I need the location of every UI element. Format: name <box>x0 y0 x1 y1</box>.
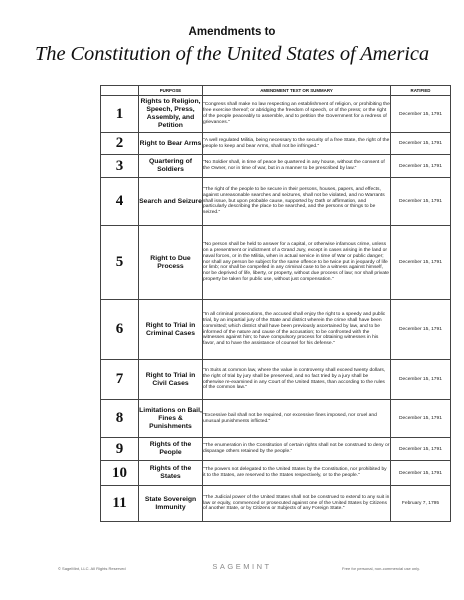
amendment-ratified: December 15, 1791 <box>391 226 451 300</box>
table-row <box>101 96 451 133</box>
header-ratified: RATIFIED <box>391 86 451 96</box>
amendment-number: 10 <box>101 461 139 486</box>
table-row <box>101 360 451 400</box>
amendment-summary: "In Suits at common law, where the value in controversy shall exceed twenty dollars, the right of trial by jury shall be preserved, and no fact tried by a jury shall be otherwise re-examined in any Court of the United States, than according to the rules of the common law." <box>203 360 391 400</box>
amendment-summary: "No Soldier shall, in time of peace be quartered in any house, without the consent of the Owner, nor in time of war, but in a manner to be prescribed by law." <box>203 155 391 178</box>
amendment-summary: "In all criminal prosecutions, the accused shall enjoy the right to a speedy and public trial, by an impartial jury of the State and district wherein the crime shall have been committed; which district shall have been previously ascertained by law, and to be informed of the nature and cause of the accusation; to be confronted with the witnesses against him; to have compulsory process for obtaining witnesses in his favor, and to have the assistance of counsel for his defense." <box>203 300 391 360</box>
table-row <box>101 133 451 155</box>
header-summary: AMENDMENT TEXT OR SUMMARY <box>203 86 391 96</box>
amendment-number: 8 <box>101 400 139 438</box>
amendment-summary: "A well regulated Militia, being necessary to the security of a free State, the right of the people to keep and bear Arms, shall not be infringed." <box>203 133 391 155</box>
amendment-number: 1 <box>101 96 139 133</box>
amendment-ratified: December 15, 1791 <box>391 178 451 226</box>
amendment-summary: "Congress shall make no law respecting an establishment of religion, or prohibiting the free exercise thereof; or abridging the freedom of speech, or of the press; or the right of the people peaceably to assemble, and to petition the Government for a redress of grievances." <box>203 96 391 133</box>
amendment-summary: "The right of the people to be secure in their persons, houses, papers, and effects, against unreasonable searches and seizures, shall not be violated, and no Warrants shall issue, but upon probable cause, supported by Oath or affirmation, and particularly describing the place to be searched, and the persons or things to be seized." <box>203 178 391 226</box>
table-row <box>101 178 451 226</box>
table-row <box>101 300 451 360</box>
amendment-ratified: December 15, 1791 <box>391 400 451 438</box>
amendment-ratified: December 15, 1791 <box>391 155 451 178</box>
amendment-purpose: Right to Due Process <box>139 226 203 300</box>
amendment-summary: "Excessive bail shall not be required, nor excessive fines imposed, nor cruel and unusual punishments inflicted." <box>203 400 391 438</box>
table-row <box>101 438 451 461</box>
amendment-purpose: Limitations on Bail, Fines & Punishments <box>139 400 203 438</box>
amendment-number: 11 <box>101 486 139 522</box>
amendment-ratified: December 15, 1791 <box>391 300 451 360</box>
amendment-purpose: Right to Bear Arms <box>139 133 203 155</box>
table-row <box>101 486 451 522</box>
table-row <box>101 461 451 486</box>
amendment-number: 9 <box>101 438 139 461</box>
amendment-purpose: Quartering of Soldiers <box>139 155 203 178</box>
amendment-purpose: Rights of the People <box>139 438 203 461</box>
table-row <box>101 155 451 178</box>
amendment-purpose: Rights of the States <box>139 461 203 486</box>
amendments-table <box>100 85 451 522</box>
amendment-number: 4 <box>101 178 139 226</box>
amendment-number: 7 <box>101 360 139 400</box>
amendment-purpose: Search and Seizure <box>139 178 203 226</box>
table-row <box>101 226 451 300</box>
amendment-ratified: December 15, 1791 <box>391 133 451 155</box>
page-supertitle: Amendments to <box>188 26 276 38</box>
amendment-purpose: Right to Trial in Criminal Cases <box>139 300 203 360</box>
table-header-row <box>101 86 451 96</box>
amendment-purpose: Rights to Religion, Speech, Press, Assembly, and Petition <box>139 96 203 133</box>
amendment-number: 2 <box>101 133 139 155</box>
amendment-summary: "No person shall be held to answer for a capital, or otherwise infamous crime, unless on a presentment or indictment of a Grand Jury, except in cases arising in the land or naval forces, or in the Militia, when in actual service in time of War or public danger; nor shall any person be subject for the same offence to be twice put in jeopardy of life or limb; nor shall be compelled in any criminal case to be a witness against himself, nor be deprived of life, liberty, or property, without due process of law; nor shall private property be taken for public use, without just compensation." <box>203 226 391 300</box>
footer-usage-note: Free for personal, non-commercial use only. <box>342 566 420 571</box>
amendment-purpose: State Sovereign Immunity <box>139 486 203 522</box>
amendment-number: 6 <box>101 300 139 360</box>
amendment-purpose: Right to Trial in Civil Cases <box>139 360 203 400</box>
footer-brand-logo: SAGEMINT <box>212 562 272 571</box>
amendment-summary: "The powers not delegated to the United States by the Constitution, nor prohibited by it to the States, are reserved to the States respectively, or to the people." <box>203 461 391 486</box>
amendment-number: 3 <box>101 155 139 178</box>
page-title: The Constitution of the United States of America <box>35 43 429 65</box>
amendment-ratified: December 15, 1791 <box>391 461 451 486</box>
footer-copyright: © SageMint, LLC. All Rights Reserved <box>58 566 126 571</box>
amendment-ratified: December 15, 1791 <box>391 360 451 400</box>
table-row <box>101 400 451 438</box>
amendment-ratified: December 15, 1791 <box>391 96 451 133</box>
amendment-number: 5 <box>101 226 139 300</box>
amendment-summary: "The enumeration in the Constitution of certain rights shall not be construed to deny or disparage others retained by the people." <box>203 438 391 461</box>
header-number <box>101 86 139 96</box>
amendment-summary: "The Judicial power of the United States shall not be construed to extend to any suit in law or equity, commenced or prosecuted against one of the United States by Citizens of another State, or by Citizens or Subjects of any Foreign State." <box>203 486 391 522</box>
amendment-ratified: December 15, 1791 <box>391 438 451 461</box>
amendment-ratified: February 7, 1795 <box>391 486 451 522</box>
header-purpose: PURPOSE <box>139 86 203 96</box>
